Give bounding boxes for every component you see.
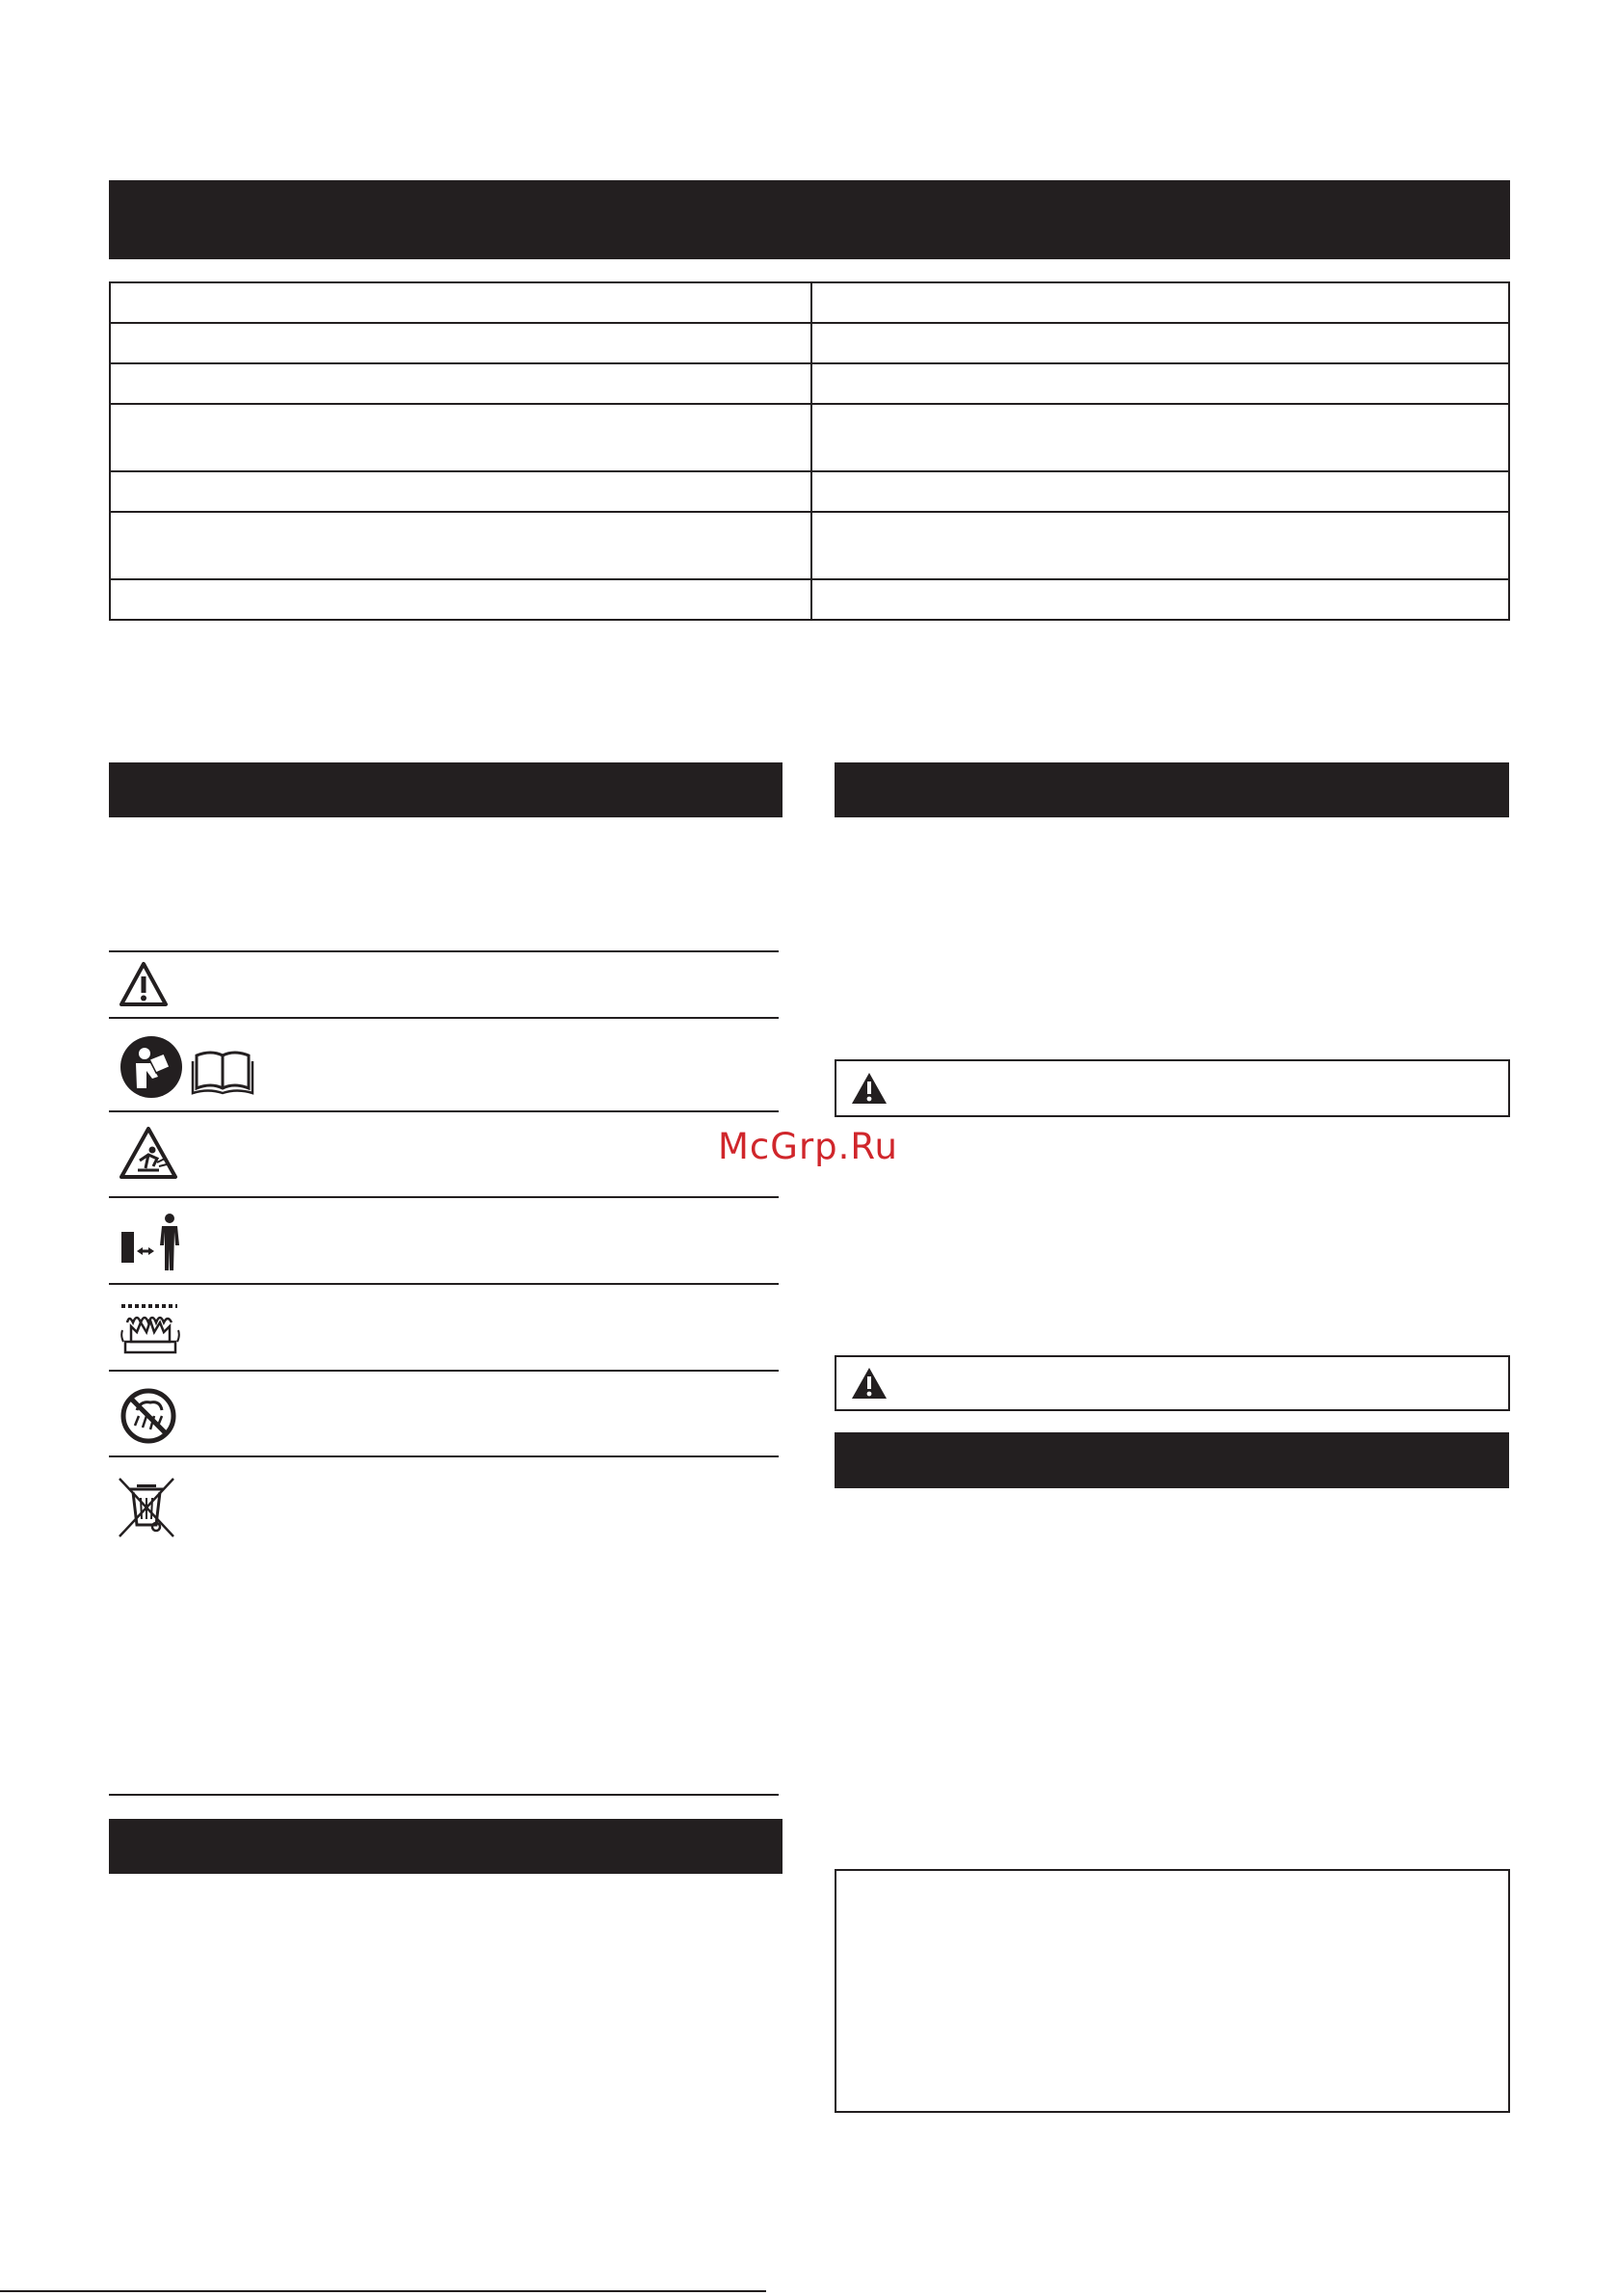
warning-box [835, 1059, 1510, 1117]
table-row [110, 471, 1509, 512]
warning-icon [851, 1072, 888, 1105]
watermark: McGrp.Ru [718, 1126, 898, 1167]
warning-icon [851, 1367, 888, 1400]
spec-label [110, 471, 811, 512]
hot-surface-icon [119, 1301, 181, 1355]
spec-value [811, 363, 1509, 404]
spec-value [811, 282, 1509, 323]
spec-label [110, 579, 811, 620]
symbol-divider [109, 1017, 779, 1019]
no-rain-icon [119, 1387, 177, 1445]
spec-label [110, 282, 811, 323]
symbol-divider [109, 1196, 779, 1198]
assembly-section-header [835, 1432, 1509, 1488]
spec-label [110, 404, 811, 471]
symbol-divider [109, 1110, 779, 1112]
safety-section-header [109, 1819, 782, 1874]
warning-box [835, 1355, 1510, 1411]
symbol-divider [109, 1370, 779, 1372]
warning-triangle-icon [119, 961, 169, 1007]
table-row [110, 323, 1509, 363]
spec-value [811, 471, 1509, 512]
spec-value [811, 323, 1509, 363]
spec-label [110, 363, 811, 404]
symbols-section-header [109, 762, 782, 817]
read-manual-icon [119, 1034, 254, 1100]
symbol-divider [109, 1283, 779, 1285]
spec-label [110, 323, 811, 363]
note-box [835, 1869, 1510, 2113]
crossed-bin-icon [118, 1477, 175, 1538]
intended-use-section-header [835, 762, 1509, 817]
symbol-divider [109, 1794, 779, 1796]
spec-label [110, 512, 811, 579]
table-row [110, 512, 1509, 579]
spec-value [811, 579, 1509, 620]
specifications-table [109, 281, 1510, 621]
footer-rule [0, 2290, 766, 2292]
slip-hazard-icon [119, 1126, 178, 1180]
symbol-divider [109, 1455, 779, 1457]
table-row [110, 363, 1509, 404]
top-header-bar [109, 180, 1510, 259]
spec-value [811, 404, 1509, 471]
table-row [110, 579, 1509, 620]
spec-value [811, 512, 1509, 579]
table-row [110, 404, 1509, 471]
table-row [110, 282, 1509, 323]
keep-distance-icon [119, 1213, 183, 1272]
symbol-divider [109, 950, 779, 952]
